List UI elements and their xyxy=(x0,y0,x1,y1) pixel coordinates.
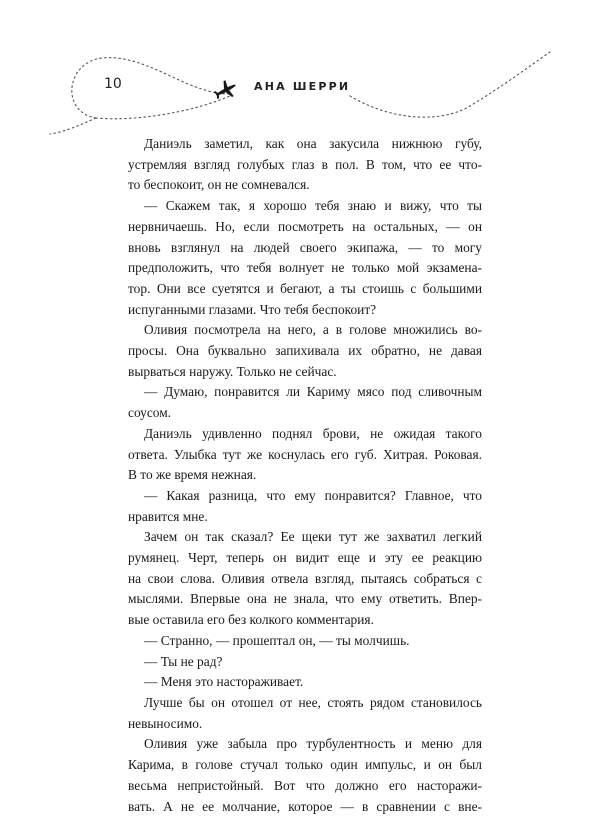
dotted-flight-path xyxy=(0,0,600,150)
text-line: тор. Они все суетятся и бегают, а ты стоишь с большими xyxy=(128,279,482,300)
text-line: устремляя взгляд голубых глаз в пол. В том, что ее что- xyxy=(128,155,482,176)
text-line: Зачем он так сказал? Ее щеки тут же захватил легкий xyxy=(128,527,482,548)
text-line: вые оставила его без колкого комментария. xyxy=(128,610,482,631)
text-line: Даниэль удивленно поднял брови, не ожидая такого xyxy=(128,424,482,445)
text-line: вырваться наружу. Только не сейчас. xyxy=(128,362,482,383)
text-line: просы. Она буквально запихивала их обратно, не давая xyxy=(128,341,482,362)
text-line: — Меня это настораживает. xyxy=(128,672,482,693)
text-line: — Скажем так, я хорошо тебя знаю и вижу, что ты xyxy=(128,196,482,217)
body-text xyxy=(128,134,482,817)
text-line: Оливия посмотрела на него, а в голове множились во- xyxy=(128,320,482,341)
text-line: Лучше бы он отошел от нее, стоять рядом становилось xyxy=(128,693,482,714)
text-line: — Какая разница, что ему понравится? Главное, что xyxy=(128,486,482,507)
text-line: нервничаешь. Но, если посмотреть на остальных, — он xyxy=(128,217,482,238)
text-line: весьма непристойный. Вот что должно его насторажи- xyxy=(128,776,482,797)
page-number: 10 xyxy=(104,76,122,92)
text-line: нравится мне. xyxy=(128,507,482,528)
text-line: Карима, в голове стучал только один импульс, и он был xyxy=(128,755,482,776)
text-line: предположить, что тебя волнует не только мой экзамена- xyxy=(128,258,482,279)
text-line: то беспокоит, он не сомневался. xyxy=(128,175,482,196)
text-line: мыслями. Впервые она не знала, что ему ответить. Впер- xyxy=(128,589,482,610)
text-line: ответа. Улыбка тут же коснулась его губ. Хитрая. Роковая. xyxy=(128,445,482,466)
text-line: — Думаю, понравится ли Кариму мясо под сливочным xyxy=(128,382,482,403)
text-line: соусом. xyxy=(128,403,482,424)
text-line: Оливия уже забыла про турбулентность и меню для xyxy=(128,734,482,755)
text-line: Даниэль заметил, как она закусила нижнюю губу, xyxy=(128,134,482,155)
text-line: на свои слова. Оливия отвела взгляд, пытаясь собраться с xyxy=(128,569,482,590)
running-head: АНА ШЕРРИ xyxy=(254,80,350,93)
text-line: румянец. Черт, теперь он видит еще и эту ее реакцию xyxy=(128,548,482,569)
airplane-icon xyxy=(213,79,239,101)
text-line: испуганными глазами. Что тебя беспокоит? xyxy=(128,300,482,321)
text-line: — Странно, — прошептал он, — ты молчишь. xyxy=(128,631,482,652)
text-line: невыносимо. xyxy=(128,714,482,735)
text-line: В то же время нежная. xyxy=(128,465,482,486)
text-line: вать. А не ее молчание, которое — в сравнении с вне- xyxy=(128,797,482,817)
text-line: — Ты не рад? xyxy=(128,652,482,673)
text-line: вновь взглянул на людей своего экипажа, — то могу xyxy=(128,238,482,259)
